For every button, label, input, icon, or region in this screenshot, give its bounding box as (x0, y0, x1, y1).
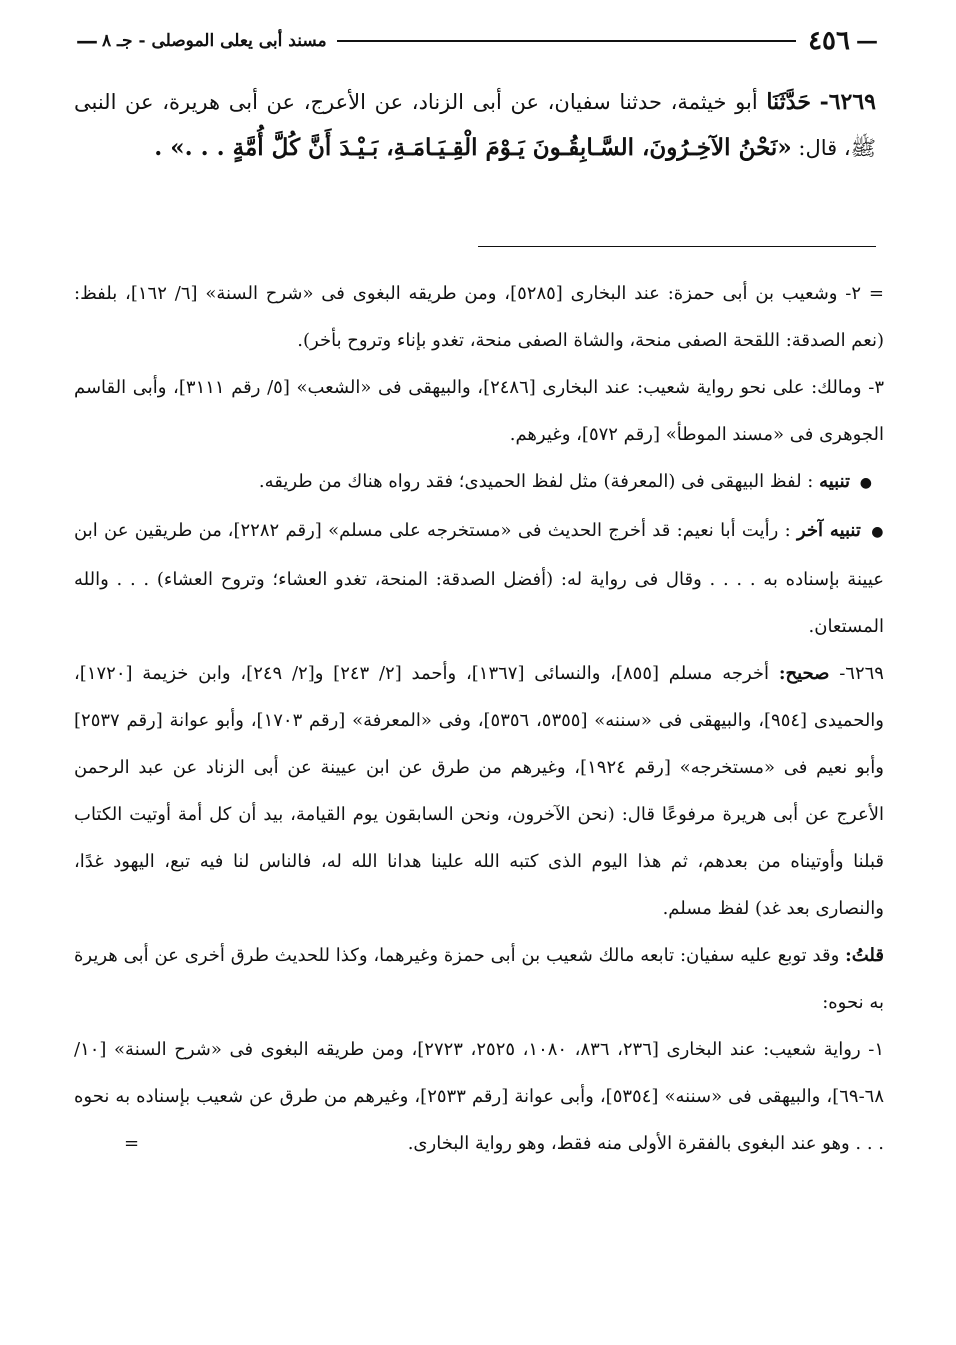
note-tanbih-akhar (74, 507, 884, 650)
bullet-icon: ● (859, 475, 872, 491)
header-dash-right: — (856, 28, 878, 54)
note-malik: ٣- ومالك: على نحو رواية شعيب: عند البخارى [٢٤٨٦]، والبيهقى فى «الشعب» [٥/ رقم ٣١١١]، وأبى القاسم الجوهرى فى «مسند الموطأ» [رقم ٥٧٢]، وغيرهم. (74, 377, 884, 445)
qult-label: قلتُ: (845, 945, 884, 966)
note-shuayb: ٢- وشعيب بن أبى حمزة: عند البخارى [٥٢٨٥]، ومن طريقه البغوى فى «شرح السنة» [٦/ ١٦٢]، بلفظ: (نعم الصدقة: اللقحة الصفى منحة، والشاة الصفى منحة، تغدو بإناء وتروح بأخر). (74, 283, 884, 351)
hadith-intro: حَدَّثَنَا (766, 89, 811, 115)
hadith-chain: أبو خيثمة، حدثنا سفيان، عن أبى الزناد، عن الأعرج، عن أبى هريرة، عن النبى ﷺ، قال: (74, 90, 876, 160)
hadith-main-text (74, 80, 876, 171)
note-qult (74, 932, 884, 1026)
tanbih-label: تنبيه (819, 471, 851, 492)
hadith-matn: «نَحْنُ الآخِـرُونَ، السَّـابِقُـونَ يَـوْمَ الْقِـيَـامَـةِ، بَـيْـدَ أَنَّ كُلَّ أُمَّةٍ . . .» . (154, 134, 792, 161)
tanbih2-label: تنبيه آخر (797, 520, 861, 541)
note-takhrij (74, 650, 884, 932)
bullet-icon: ● (871, 524, 884, 540)
continuation-marker: = (868, 283, 884, 304)
footnotes (74, 270, 884, 1167)
header-dash-left: — (76, 28, 98, 54)
hadith-number: ٦٢٦٩- (819, 89, 876, 115)
continued-marker: = (124, 1133, 140, 1154)
footnote-separator (478, 246, 876, 247)
header-rule (337, 40, 796, 42)
page-header (76, 26, 878, 56)
tanbih-text: : لفظ البيهقى فى (المعرفة) مثل لفظ الحميدى؛ فقد رواه هناك من طريقه. (258, 471, 814, 492)
note-tanbih (74, 458, 884, 507)
riwaya-text: ١- رواية شعيب: عند البخارى [٢٣٦، ٨٣٦، ١٠٨٠، ٢٥٢٥، ٢٧٢٣]، ومن طريقه البغوى فى «شرح السنة» [١٠/ ٦٨-٦٩]، والبيهقى فى «سننه» [٥٣٥٤]، وأبى عوانة [رقم ٢٥٣٣]، وغيرهم من طرق عن شعيب بإسناده به نحوه . . . وهو عند البغوى بالفقرة الأولى منه فقط، وهو رواية البخارى. (74, 1039, 884, 1154)
takhrij-text: أخرجه مسلم [٨٥٥]، والنسائى [١٣٦٧]، وأحمد [٢/ ٢٤٣] و[٢/ ٢٤٩]، وابن خزيمة [١٧٢٠]، والحميدى [٩٥٤]، والبيهقى فى «سننه» [٥٣٥٥، ٥٣٥٦]، وفى «المعرفة» [رقم ١٧٠٣]، وأبو عوانة [رقم ٢٥٣٧] وأبو نعيم فى «مستخرجه» [رقم ١٩٢٤]، وغيرهم من طرق عن ابن عيينة عن أبى الزناد عن عبد الرحمن الأعرج عن أبى هريرة مرفوعًا قال: (نحن الآخرون، ونحن السابقون يوم القيامة، بيد أن كل أمة أوتيت الكتاب قبلنا وأوتيناه من بعدهم، ثم هذا اليوم الذى كتبه الله علينا هدانا الله له، فالناس لنا فيه تبع، اليهود غدًا، والنصارى بعد غد) لفظ مسلم. (74, 663, 885, 919)
takhrij-number: ٦٢٦٩- (839, 663, 884, 684)
note-riwaya-shuayb (74, 1026, 884, 1167)
footnote-continuation (74, 270, 884, 364)
page-number: ٤٥٦ (808, 26, 850, 56)
tanbih2-text: : رأيت أبا نعيم: قد أخرج الحديث فى «مستخرجه على مسلم» [رقم ٢٢٨٢]، من طريقين عن ابن عيينة بإسناده به . . . . وقال فى رواية له: (أفضل الصدقة: المنحة، تغدو العشاء؛ وتروح العشاء) . . . والله المستعان. (74, 520, 884, 637)
running-title: مسند أبى يعلى الموصلى - جـ ٨ (102, 31, 327, 51)
takhrij-grade: صحيح: (778, 663, 830, 684)
qult-text: وقد توبع عليه سفيان: تابعه مالك شعيب بن أبى حمزة وغيرهما، وكذا للحديث طرق أخرى عن أبى هريرة به نحوه: (74, 945, 884, 1013)
